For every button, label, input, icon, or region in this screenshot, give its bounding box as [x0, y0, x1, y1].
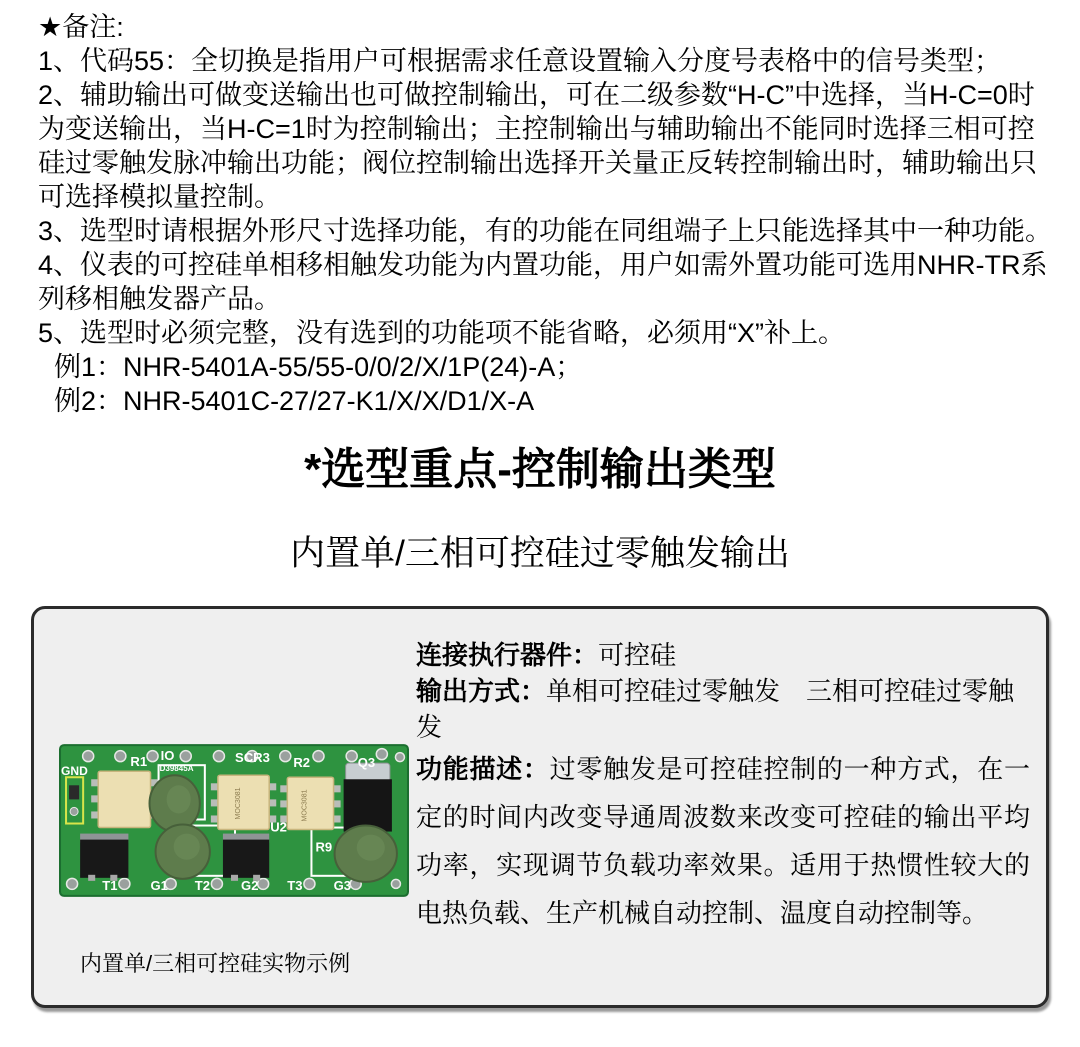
note-item: 1、代码55：全切换是指用户可根据需求任意设置输入分度号表格中的信号类型；	[38, 46, 1002, 76]
board-label-io: IO	[160, 748, 175, 764]
section-title: *选型重点-控制输出类型	[304, 445, 776, 494]
notes-title: ★备注:	[38, 12, 124, 42]
board-label-code: D39845A	[159, 764, 194, 774]
board-label-u2: U2	[270, 819, 287, 835]
field-label: 连接执行器件：	[416, 640, 599, 670]
pad	[70, 807, 78, 815]
field-function-description	[416, 745, 1030, 937]
optocoupler-chip-1	[91, 771, 157, 827]
chip-label: MOC3081	[235, 787, 243, 820]
board-label-r9: R9	[315, 839, 333, 855]
board-label-t1: T1	[102, 877, 118, 893]
field-actuator	[416, 637, 1030, 673]
triac-device-1	[80, 834, 128, 881]
notes-section	[0, 0, 1080, 418]
green-disc-capacitor	[150, 775, 200, 831]
note-item: 2、辅助输出可做变送输出也可做控制输出，可在二级参数“H-C”中选择，当H-C=0时为变送输出，当H-C=1时为控制输出；主控制输出与辅助输出不能同时选择三相可控硅过零触发脉冲输出功能；阀位控制输出选择开关量正反转控制输出时，辅助输出只可选择模拟量控制。	[38, 80, 1037, 212]
gnd-terminal	[69, 785, 79, 799]
board-label-g2: G2	[241, 877, 259, 893]
pcb-photo	[58, 741, 410, 901]
green-disc-capacitor	[156, 825, 210, 879]
triac-device-2	[223, 834, 269, 881]
field-label: 功能描述：	[416, 754, 550, 784]
board-label-t3: T3	[287, 877, 303, 893]
pcb-board-image	[58, 741, 410, 900]
green-disc-capacitor	[335, 826, 397, 882]
optocoupler-chip-3	[280, 777, 340, 829]
q3-device	[344, 763, 392, 831]
board-label-g3: G3	[333, 877, 352, 893]
board-label-gnd: GND	[61, 764, 88, 779]
board-label-r2: R2	[293, 755, 311, 771]
example-line: 例1：NHR-5401A-55/55-0/0/2/X/1P(24)-A；	[54, 352, 583, 382]
card-description	[416, 637, 1030, 937]
note-examples	[38, 350, 1054, 418]
field-value: 过零触发是可控硅控制的一种方式，在一定的时间内改变导通周波数来改变可控硅的输出平均功率，实现调节负载功率效果。适用于热惯性较大的电热负载、生产机械自动控制、温度自动控制等。	[416, 754, 1030, 928]
note-item: 4、仪表的可控硅单相移相触发功能为内置功能，用户如需外置功能可选用NHR-TR系列移相触发器产品。	[38, 250, 1048, 314]
section-subtitle: 内置单/三相可控硅过零触发输出	[290, 534, 790, 573]
field-label: 输出方式：	[416, 676, 547, 706]
field-value: 单相可控硅过零触发 三相可控硅过零触发	[416, 676, 1015, 742]
optocoupler-chip-2	[211, 775, 276, 829]
field-value: 可控硅	[598, 640, 677, 670]
pcb-caption: 内置单/三相可控硅实物示例	[80, 951, 351, 976]
board-label-g1: G1	[150, 877, 168, 893]
board-label-r1: R1	[130, 754, 148, 770]
board-label-scr3: SCR3	[235, 750, 270, 766]
chip-label: MOC3081	[301, 789, 309, 822]
field-output-mode	[416, 673, 1030, 745]
example-line: 例2：NHR-5401C-27/27-K1/X/X/D1/X-A	[54, 386, 535, 416]
board-label-t2: T2	[194, 877, 211, 893]
note-item: 3、选型时请根据外形尺寸选择功能，有的功能在同组端子上只能选择其中一种功能。	[38, 216, 1053, 246]
output-type-card	[31, 606, 1049, 1008]
note-item: 5、选型时必须完整，没有选到的功能项不能省略，必须用“X”补上。	[38, 318, 846, 348]
board-label-q3: Q3	[357, 755, 376, 771]
